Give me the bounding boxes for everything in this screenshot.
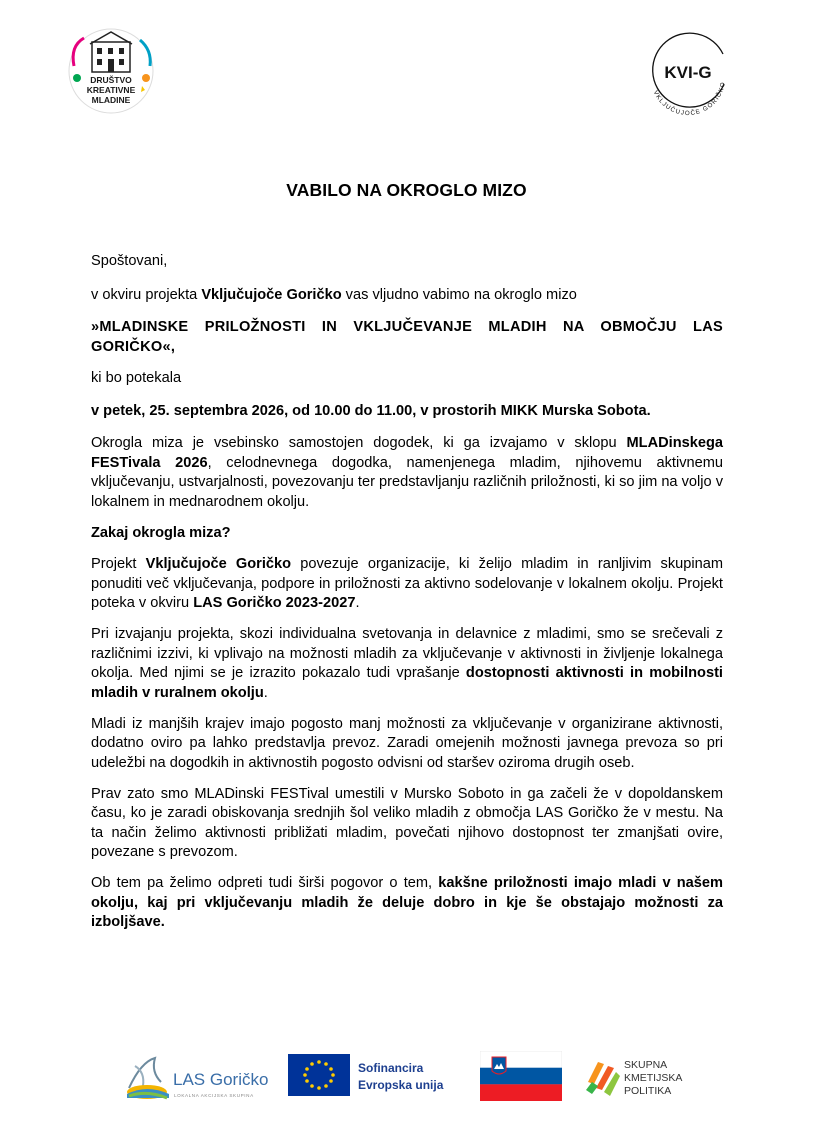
held-at-paragraph: ki bo potekala — [91, 370, 182, 386]
las-logo-sub: LOKALNA AKCIJSKA SKUPINA — [174, 1093, 254, 1098]
kvi-g-logo-main: KVI-G — [664, 63, 712, 82]
eu-logo-line1: Sofinancira — [358, 1061, 424, 1075]
festival-location-paragraph: Prav zato smo MLADinski FESTival umestili v Mursko Soboto in ga začeli že v dopoldanskem času, ko je zaradi obiskovanja srednjih šol veliko mladih z območja LAS Goričko že v mestu. Na ta način želimo aktivnosti približati mladim, povečati njihovo dostopnost ter zmanjšati ovire, povezane s prevozom. — [91, 785, 723, 860]
transport-paragraph: Mladi iz manjših krajev imajo pogosto manj možnosti za vključevanje v organizirane aktivnosti, dodatno oviro pa lahko predstavlja prevoz. Zaradi omejenih možnosti javnega prevoza so pri udeležbi na dogodkih in aktivnostih pogosto odvisni od staršev oziroma drugih oseb. — [91, 715, 723, 771]
event-title: »MLADINSKE PRILOŽNOSTI IN VKLJUČEVANJE MLADIH NA OBMOČJU LAS GORIČKO«, — [91, 319, 723, 355]
challenges-paragraph: Pri izvajanju projekta, skozi individualna svetovanja in delavnice z mladimi, smo se srečevali z različnimi izzivi, ki vplivajo na možnosti mladih za vključevanje v aktivnosti in življenje lokalnega okolja. Med njimi se je izrazito pokazalo tudi vprašanje dostopnosti aktivnosti in mobilnosti mladih v ruralnem okolju. — [91, 626, 723, 701]
dkm-logo-line3: MLADINE — [91, 95, 131, 105]
greeting: Spoštovani, — [91, 253, 168, 269]
skp-logo-line1: SKUPNA — [624, 1059, 668, 1071]
intro-paragraph: v okviru projekta Vključujoče Goričko vas vljudno vabimo na okroglo mizo — [91, 286, 577, 303]
closing-paragraph: Ob tem pa želimo odpreti tudi širši pogovor o tem, kakšne priložnosti imajo mladi v našem okolju, kaj pri vključevanju mladih že deluje dobro in kje še obstajajo možnosti za izboljšave. — [91, 875, 723, 930]
section-heading-why: Zakaj okrogla miza? — [91, 524, 231, 541]
las-goricko-logo — [121, 1052, 271, 1104]
kvi-g-logo-arc: VKLJUČUJOČE GORIČKO — [651, 80, 727, 118]
skp-logo-line3: POLITIKA — [624, 1085, 672, 1097]
las-logo-name: LAS Goričko — [173, 1070, 269, 1089]
skp-logo-line2: KMETIJSKA — [624, 1072, 683, 1084]
skupna-kmetijska-politika-logo — [584, 1052, 694, 1104]
event-datetime: v petek, 25. septembra 2026, od 10.00 do 11.00, v prostorih MIKK Murska Sobota. — [91, 402, 651, 419]
eu-logo-line2: Evropska unija — [358, 1078, 444, 1092]
eu-cofunded-logo — [288, 1052, 458, 1100]
description-paragraph: Okrogla miza je vsebinsko samostojen dogodek, ki ga izvajamo v sklopu MLADinskega FESTivala 2026, celodnevnega dogodka, namenjenega mladim, njihovemu aktivnemu vključevanju, ustvarjalnosti, povezovanju ter predstavljanju različnih priložnosti, ki so jim na voljo v lokalnem in mednarodnem okolju. — [91, 435, 723, 510]
svg-text:VKLJUČUJOČE GORIČKO — [652, 81, 727, 117]
slovenia-flag-icon — [480, 1051, 562, 1101]
dkm-logo-line2: KREATIVNE — [86, 85, 136, 95]
kvi-g-logo — [639, 24, 737, 120]
dkm-logo-line1: DRUŠTVO — [90, 75, 132, 85]
document-body — [91, 252, 723, 944]
drustvo-kreativne-mladine-logo — [64, 26, 158, 116]
footer-logos — [0, 1048, 813, 1108]
project-paragraph: Projekt Vključujoče Goričko povezuje organizacije, ki želijo mladim in ranljivim skupinam ponuditi več vključevanja, podpore in priložnosti za aktivno sodelovanje v lokalnem okolju. Projekt poteka v okviru LAS Goričko 2023-2027. — [91, 556, 723, 611]
document-title: VABILO NA OKROGLO MIZO — [286, 180, 527, 200]
